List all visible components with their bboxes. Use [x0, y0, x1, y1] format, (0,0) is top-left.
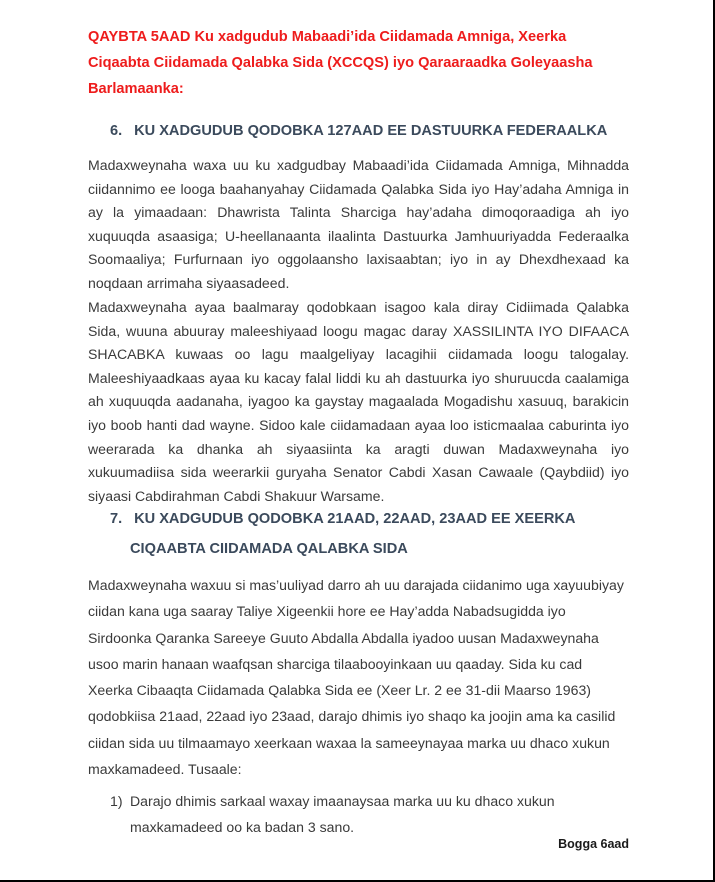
list-item-text: Darajo dhimis sarkaal waxay imaanaysaa marka uu ku dhaco xukun maxkamadeed oo ka badan 3 sano.	[130, 793, 555, 836]
section-heading-line-1: KU XADGUDUB QODOBKA 21AAD, 22AAD, 23AAD EE XEERKA	[134, 511, 576, 527]
list-marker: 1)	[110, 793, 123, 809]
section-heading-text: KU XADGUDUB QODOBKA 127AAD EE DASTUURKA FEDERAALKA	[134, 123, 608, 139]
section-6-paragraph-2: Madaxweynaha ayaa baalmaray qodobkaan isagoo kala diray Cidiimada Qalabka Sida, wuuna abuuray maleeshiyaad loogu magac daray XASSILINTA IYO DIFAACA SHACABKA kuwaas oo lagu maalgeliyay lacagihii ciidamada loogu talogalay. Maleeshiyaadkaas ayaa ku kacay falal liddi ku ah dastuurka iyo shuruucda caalamiga ah xuquuqda aadanaha, iyagoo ka gaystay magaalada Mogadishu xasuuq, barakicin iyo boob hanti dad wayne. Sidoo kale ciidamadaan ayaa loo isticmaalaa caburinta iyo weerarada ka dhanka ah siyaasiinta ka aragti duwan Madaxweynaha iyo xukuumadiisa sida weerarkii guryaha Senator Cabdi Xasan Cawaale (Qaybdiid) iyo siyaasi Cabdirahman Cabdi Shakuur Warsame.	[88, 299, 629, 504]
section-7-paragraph: Madaxweynaha waxuu si mas’uuliyad darro ah uu darajada ciidanimo uga xayuubiyay ciidan kana uga saaray Taliye Xigeenkii hore ee Hay’adda Nabadsugidda iyo Sirdoonka Qaranka Sareeye Guuto Abdalla Abdalla iyadoo uusan Madaxweynaha usoo marin hanaan waafqsan sharciga tilaabooyinkaan uu qaaday. Sida ku cad Xeerka Cibaaqta Ciidamada Qalabka Sida ee (Xeer Lr. 2 ee 31-dii Maarso 1963) qodobkiisa 21aad, 22aad iyo 23aad, darajo dhimis iyo shaqo ka joojin ama ka casilid ciidan sida uu tilmaamayo xeerkaan waxaa la sameeynayaa marka uu dhaco xukun maxkamadeed. Tusaale:	[88, 577, 624, 778]
section-6-heading	[110, 118, 607, 144]
section-7-heading	[110, 506, 630, 562]
section-6-paragraph-1: Madaxweynaha waxa uu ku xadgudbay Mabaadi’ida Ciidamada Amniga, Mihnadda ciidannimo ee looga baahanyahay Ciidamada Qalabka Sida iyo Hay’adaha Amniga in ay la yimaadaan: Dhawrista Talinta Sharciga hay’adaha dimoqoraadiga ah iyo xuquuqda asaasiga; U-heellanaanta ilaalinta Dastuurka Jamhuuriyadda Federaalka Soomaaliya; Furfurnaan iyo oggolaansho laxisaabtan; iyo in ay Dhexdhexaad ka noqdaan arrimaha siyaasadeed.	[88, 157, 629, 291]
section-number: 6.	[110, 123, 123, 139]
section-heading-line-2: CIQAABTA CIIDAMADA QALABKA SIDA	[130, 541, 408, 557]
page-number: Bogga 6aad	[558, 837, 629, 851]
list-item	[110, 788, 610, 841]
section-number: 7.	[110, 511, 123, 527]
part-title: QAYBTA 5AAD Ku xadgudub Mabaadi’ida Ciidamada Amniga, Xeerka Ciqaabta Ciidamada Qalabka Sida (XCCQS) iyo Qaraaraadka Goleyaasha Barlamaanka:	[88, 29, 593, 97]
